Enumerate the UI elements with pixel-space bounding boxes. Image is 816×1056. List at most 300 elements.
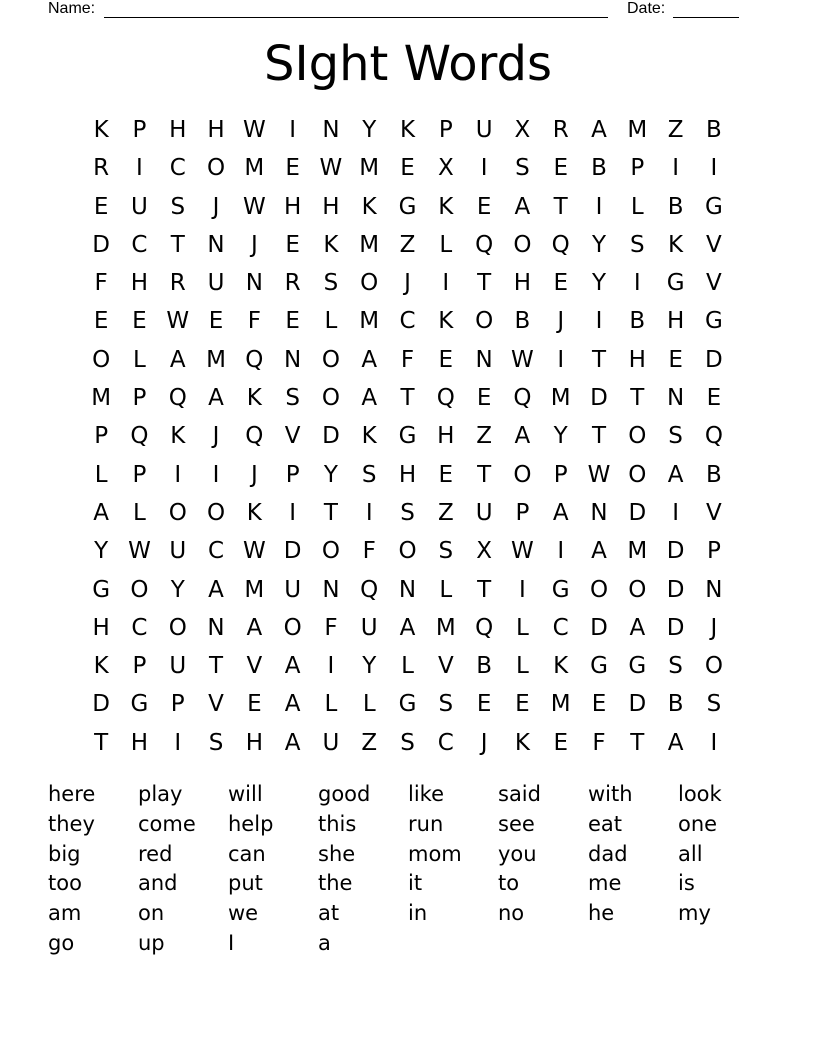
grid-letter: S <box>361 461 377 488</box>
grid-letter: I <box>557 346 565 373</box>
word-list-item: good <box>318 782 371 806</box>
grid-letter: F <box>592 729 606 756</box>
grid-letter: O <box>168 499 187 526</box>
grid-letter: E <box>553 155 568 182</box>
page-title: SIght Words <box>264 36 552 92</box>
grid-letter: T <box>209 653 224 680</box>
grid-letter: Y <box>591 270 607 297</box>
grid-letter: P <box>132 461 147 488</box>
grid-letter: K <box>514 729 530 756</box>
grid-letter: M <box>206 346 226 373</box>
grid-letter: A <box>667 461 684 488</box>
grid-letter: W <box>319 155 343 182</box>
grid-letter: I <box>174 729 182 756</box>
word-list-item: run <box>408 811 444 836</box>
word-list-item: help <box>228 811 274 836</box>
grid-letter: M <box>627 117 648 143</box>
grid-letter: K <box>553 653 569 680</box>
grid-letter: N <box>207 614 225 641</box>
grid-letter: P <box>630 155 645 182</box>
word-list-item: too <box>48 871 82 896</box>
grid-letter: U <box>169 538 187 565</box>
grid-letter: E <box>553 729 568 756</box>
grid-letter: F <box>362 538 376 565</box>
grid-letter: O <box>398 538 417 565</box>
name-blank-line[interactable] <box>104 17 608 18</box>
grid-letter: F <box>324 614 338 641</box>
grid-letter: V <box>706 270 722 297</box>
grid-letter: A <box>93 499 110 526</box>
grid-letter: L <box>439 576 453 603</box>
grid-letter: H <box>245 729 263 756</box>
word-list-item: this <box>318 811 357 836</box>
grid-letter: J <box>250 231 258 258</box>
word-list-item: in <box>408 901 428 926</box>
grid-letter: E <box>93 193 109 220</box>
word-list-item: it <box>408 871 423 896</box>
grid-letter: I <box>672 499 679 526</box>
grid-letter: B <box>476 653 492 680</box>
word-list <box>48 780 768 959</box>
grid-letter: V <box>246 653 263 680</box>
grid-letter: W <box>242 193 266 220</box>
grid-letter: V <box>437 653 454 680</box>
grid-letter: H <box>628 346 646 373</box>
word-list-item: look <box>678 782 722 806</box>
grid-letter: O <box>283 614 302 641</box>
grid-letter: Z <box>399 231 416 258</box>
grid-letter: Q <box>245 346 264 373</box>
grid-letter: U <box>322 729 340 756</box>
grid-letter: U <box>475 499 493 526</box>
grid-letter: H <box>92 614 110 641</box>
grid-letter: U <box>475 117 493 143</box>
grid-letter: Y <box>94 538 109 565</box>
grid-letter: K <box>361 423 377 450</box>
date-blank-line[interactable] <box>673 17 739 18</box>
grid-letter: K <box>361 193 377 220</box>
grid-letter: I <box>557 538 565 565</box>
grid-letter: V <box>284 423 301 450</box>
grid-letter: U <box>169 653 187 680</box>
grid-letter: O <box>321 385 340 412</box>
grid-letter: J <box>480 729 488 756</box>
grid-letter: O <box>206 499 226 526</box>
grid-letter: K <box>170 423 186 450</box>
grid-letter: N <box>705 576 723 603</box>
grid-letter: M <box>359 155 380 182</box>
grid-letter: J <box>212 193 220 220</box>
grid-letter: T <box>477 270 492 297</box>
grid-letter: F <box>247 308 261 335</box>
grid-letter: G <box>398 423 417 450</box>
grid-letter: I <box>327 653 335 680</box>
grid-letter: N <box>322 117 340 143</box>
grid-letter: L <box>94 461 108 488</box>
grid-letter: F <box>94 270 108 297</box>
grid-letter: B <box>667 691 684 718</box>
grid-letter: G <box>590 653 608 680</box>
grid-letter: H <box>666 308 685 335</box>
word-list-item: eat <box>588 811 623 836</box>
grid-letter: P <box>515 499 530 526</box>
grid-letter: E <box>400 155 415 182</box>
grid-letter: I <box>289 499 297 526</box>
grid-letter: L <box>516 653 529 680</box>
grid-letter: T <box>323 499 338 526</box>
grid-letter: M <box>435 614 456 641</box>
grid-letter: O <box>704 653 723 680</box>
grid-letter: O <box>321 538 340 565</box>
grid-letter: J <box>212 423 220 450</box>
grid-letter: I <box>595 193 603 220</box>
grid-letter: X <box>514 117 531 143</box>
grid-letter: C <box>399 308 416 335</box>
word-list-item: she <box>318 841 356 866</box>
grid-letter: I <box>289 117 297 143</box>
grid-letter: S <box>668 423 683 450</box>
grid-letter: J <box>404 270 411 297</box>
grid-letter: Q <box>513 385 532 412</box>
grid-letter: M <box>359 231 380 258</box>
grid-letter: L <box>324 691 338 718</box>
grid-letter: B <box>514 308 531 335</box>
grid-letter: E <box>247 691 262 718</box>
word-list-item: on <box>138 901 165 926</box>
grid-letter: T <box>553 193 568 220</box>
word-list-item: a <box>318 930 331 955</box>
grid-letter: K <box>438 193 454 220</box>
letter-grid <box>82 111 734 762</box>
grid-letter: W <box>242 117 266 143</box>
grid-letter: L <box>401 653 414 680</box>
word-list-item: dad <box>588 841 628 866</box>
grid-letter: I <box>365 499 373 526</box>
grid-letter: T <box>400 385 415 412</box>
word-list-item: to <box>498 871 520 896</box>
grid-letter: P <box>132 117 147 143</box>
grid-letter: K <box>93 653 109 680</box>
grid-letter: S <box>438 538 454 565</box>
grid-letter: N <box>590 499 608 526</box>
grid-letter: E <box>668 346 683 373</box>
grid-letter: W <box>511 538 534 565</box>
grid-letter: A <box>514 193 531 220</box>
grid-letter: V <box>706 499 722 526</box>
grid-letter: Q <box>130 423 149 450</box>
word-list-item: the <box>318 871 353 896</box>
word-list-item: big <box>48 841 81 866</box>
grid-letter: W <box>587 461 611 488</box>
grid-letter: S <box>323 270 339 297</box>
grid-letter: N <box>207 231 225 258</box>
grid-letter: S <box>400 729 415 756</box>
grid-letter: M <box>244 155 265 182</box>
grid-letter: O <box>360 270 379 297</box>
grid-letter: I <box>710 729 718 756</box>
grid-letter: A <box>284 729 301 756</box>
grid-letter: I <box>136 155 143 182</box>
grid-letter: C <box>437 729 454 756</box>
grid-letter: S <box>630 231 645 258</box>
grid-letter: B <box>629 308 646 335</box>
grid-letter: O <box>92 346 111 373</box>
grid-letter: E <box>476 691 492 718</box>
grid-letter: R <box>284 270 301 297</box>
grid-letter: E <box>706 385 722 412</box>
grid-letter: R <box>552 117 569 143</box>
grid-letter: Q <box>551 231 570 258</box>
word-list-item: I <box>228 930 235 955</box>
grid-letter: W <box>166 308 190 335</box>
grid-letter: P <box>132 385 147 412</box>
word-list-item: am <box>48 901 82 926</box>
grid-letter: A <box>399 614 416 641</box>
grid-letter: G <box>398 193 417 220</box>
grid-letter: Q <box>245 423 264 450</box>
grid-letter: O <box>168 614 187 641</box>
word-list-item: like <box>408 782 445 806</box>
grid-letter: V <box>208 691 224 718</box>
grid-letter: Z <box>437 499 454 526</box>
grid-letter: Q <box>168 385 187 412</box>
grid-letter: D <box>666 576 685 603</box>
grid-letter: X <box>437 155 454 182</box>
grid-letter: Y <box>553 423 568 450</box>
grid-letter: V <box>706 231 722 258</box>
grid-letter: I <box>442 270 450 297</box>
word-list-item: we <box>228 901 259 926</box>
grid-letter: E <box>93 308 109 335</box>
grid-letter: E <box>591 691 607 718</box>
word-list-item: me <box>588 871 622 896</box>
grid-letter: L <box>630 193 644 220</box>
grid-letter: T <box>591 346 607 373</box>
grid-letter: T <box>477 461 492 488</box>
word-list-item: he <box>588 901 615 926</box>
word-list-item: they <box>48 811 95 836</box>
grid-letter: O <box>321 346 340 373</box>
grid-letter: O <box>513 461 532 488</box>
grid-letter: T <box>591 423 607 450</box>
grid-letter: E <box>285 231 300 258</box>
grid-letter: Y <box>362 117 377 143</box>
grid-letter: K <box>399 117 416 143</box>
grid-letter: D <box>92 231 110 258</box>
grid-letter: T <box>94 729 109 756</box>
word-list-item: all <box>678 841 703 866</box>
grid-letter: I <box>595 308 603 335</box>
grid-letter: A <box>514 423 531 450</box>
word-list-item: red <box>138 841 173 866</box>
grid-letter: L <box>133 346 146 373</box>
grid-letter: L <box>324 308 338 335</box>
grid-letter: A <box>284 653 301 680</box>
grid-letter: A <box>667 729 684 756</box>
grid-letter: K <box>668 231 684 258</box>
grid-letter: D <box>628 691 647 718</box>
grid-letter: X <box>476 538 492 565</box>
grid-letter: D <box>666 538 685 565</box>
word-list-item: and <box>138 871 178 896</box>
grid-letter: I <box>480 155 488 182</box>
grid-letter: A <box>169 346 186 373</box>
grid-letter: E <box>438 461 454 488</box>
grid-letter: W <box>511 346 534 373</box>
grid-letter: E <box>132 308 147 335</box>
grid-letter: D <box>283 538 302 565</box>
word-list-item: no <box>498 901 525 926</box>
grid-letter: Q <box>436 385 455 412</box>
grid-letter: O <box>513 231 532 258</box>
grid-letter: U <box>131 193 148 220</box>
grid-letter: W <box>128 538 151 565</box>
grid-letter: A <box>208 576 224 603</box>
grid-letter: U <box>360 614 378 641</box>
grid-letter: E <box>285 308 300 335</box>
grid-letter: N <box>398 576 417 603</box>
grid-letter: A <box>246 614 263 641</box>
grid-letter: I <box>633 270 641 297</box>
grid-letter: A <box>361 346 378 373</box>
grid-letter: G <box>704 193 723 220</box>
word-list-item: said <box>498 782 541 806</box>
grid-letter: B <box>591 155 607 182</box>
grid-letter: A <box>629 614 646 641</box>
grid-letter: B <box>706 117 722 143</box>
grid-letter: C <box>131 614 148 641</box>
grid-letter: C <box>552 614 569 641</box>
grid-letter: G <box>628 653 647 680</box>
word-list-item: one <box>678 811 718 836</box>
grid-letter: P <box>706 538 721 565</box>
grid-letter: G <box>92 576 111 603</box>
grid-letter: S <box>668 653 683 680</box>
grid-letter: F <box>400 346 415 373</box>
grid-letter: K <box>93 117 109 143</box>
grid-letter: A <box>552 499 569 526</box>
grid-letter: C <box>208 538 225 565</box>
grid-letter: T <box>630 385 645 412</box>
grid-letter: E <box>476 193 492 220</box>
grid-letter: T <box>630 729 645 756</box>
grid-letter: B <box>667 193 684 220</box>
grid-letter: D <box>322 423 340 450</box>
grid-letter: P <box>94 423 109 450</box>
grid-letter: E <box>285 155 300 182</box>
grid-letter: H <box>283 193 302 220</box>
grid-letter: P <box>285 461 300 488</box>
grid-letter: D <box>590 385 608 412</box>
grid-letter: H <box>130 270 149 297</box>
word-list-item: here <box>48 782 96 806</box>
grid-letter: H <box>513 270 532 297</box>
grid-letter: A <box>591 538 607 565</box>
grid-letter: M <box>550 385 571 412</box>
grid-letter: A <box>208 385 224 412</box>
grid-letter: U <box>207 270 225 297</box>
word-list-item: you <box>498 841 537 866</box>
grid-letter: I <box>519 576 526 603</box>
grid-letter: A <box>361 385 378 412</box>
name-label: Name: <box>48 0 96 17</box>
grid-letter: K <box>323 231 339 258</box>
grid-letter: Q <box>704 423 723 450</box>
grid-letter: P <box>438 117 453 143</box>
grid-letter: O <box>628 576 647 603</box>
word-list-item: up <box>138 930 165 955</box>
grid-letter: N <box>666 385 685 412</box>
grid-letter: G <box>551 576 570 603</box>
word-list-item: go <box>48 930 75 955</box>
grid-letter: K <box>246 499 262 526</box>
grid-letter: U <box>284 576 302 603</box>
grid-letter: H <box>169 117 187 143</box>
word-list-item: will <box>228 782 263 806</box>
grid-letter: D <box>705 346 723 373</box>
grid-letter: H <box>322 193 340 220</box>
grid-letter: S <box>706 691 722 718</box>
grid-letter: M <box>550 691 571 718</box>
grid-letter: G <box>666 270 685 297</box>
grid-letter: B <box>706 461 722 488</box>
grid-letter: G <box>398 691 417 718</box>
grid-letter: S <box>285 385 300 412</box>
grid-letter: M <box>627 538 648 565</box>
grid-letter: H <box>437 423 455 450</box>
grid-letter: T <box>477 576 492 603</box>
grid-letter: I <box>212 461 220 488</box>
grid-letter: L <box>516 614 529 641</box>
grid-letter: G <box>704 308 723 335</box>
grid-letter: K <box>246 385 262 412</box>
grid-letter: Y <box>170 576 185 603</box>
grid-letter: Y <box>591 231 607 258</box>
grid-letter: O <box>628 423 647 450</box>
grid-letter: M <box>359 308 380 335</box>
grid-letter: S <box>515 155 530 182</box>
grid-letter: N <box>245 270 263 297</box>
grid-letter: G <box>130 691 149 718</box>
grid-letter: D <box>92 691 110 718</box>
grid-letter: S <box>400 499 415 526</box>
grid-letter: H <box>398 461 417 488</box>
grid-letter: I <box>174 461 182 488</box>
grid-letter: D <box>666 614 685 641</box>
word-list-item: can <box>228 841 266 866</box>
grid-letter: Q <box>360 576 379 603</box>
word-list-item: see <box>498 811 535 836</box>
grid-letter: E <box>208 308 224 335</box>
grid-letter: D <box>590 614 608 641</box>
grid-letter: O <box>589 576 609 603</box>
grid-letter: I <box>672 155 679 182</box>
grid-letter: N <box>475 346 493 373</box>
grid-letter: E <box>553 270 568 297</box>
grid-letter: K <box>438 308 454 335</box>
grid-letter: L <box>133 499 146 526</box>
grid-letter: Z <box>361 729 378 756</box>
grid-letter: P <box>170 691 185 718</box>
grid-letter: O <box>475 308 494 335</box>
grid-letter: J <box>557 308 565 335</box>
grid-letter: S <box>170 193 186 220</box>
word-list-item: play <box>138 782 183 806</box>
date-label: Date: <box>627 0 666 17</box>
grid-letter: T <box>170 231 185 258</box>
grid-letter: N <box>284 346 302 373</box>
word-list-item: mom <box>408 841 462 866</box>
